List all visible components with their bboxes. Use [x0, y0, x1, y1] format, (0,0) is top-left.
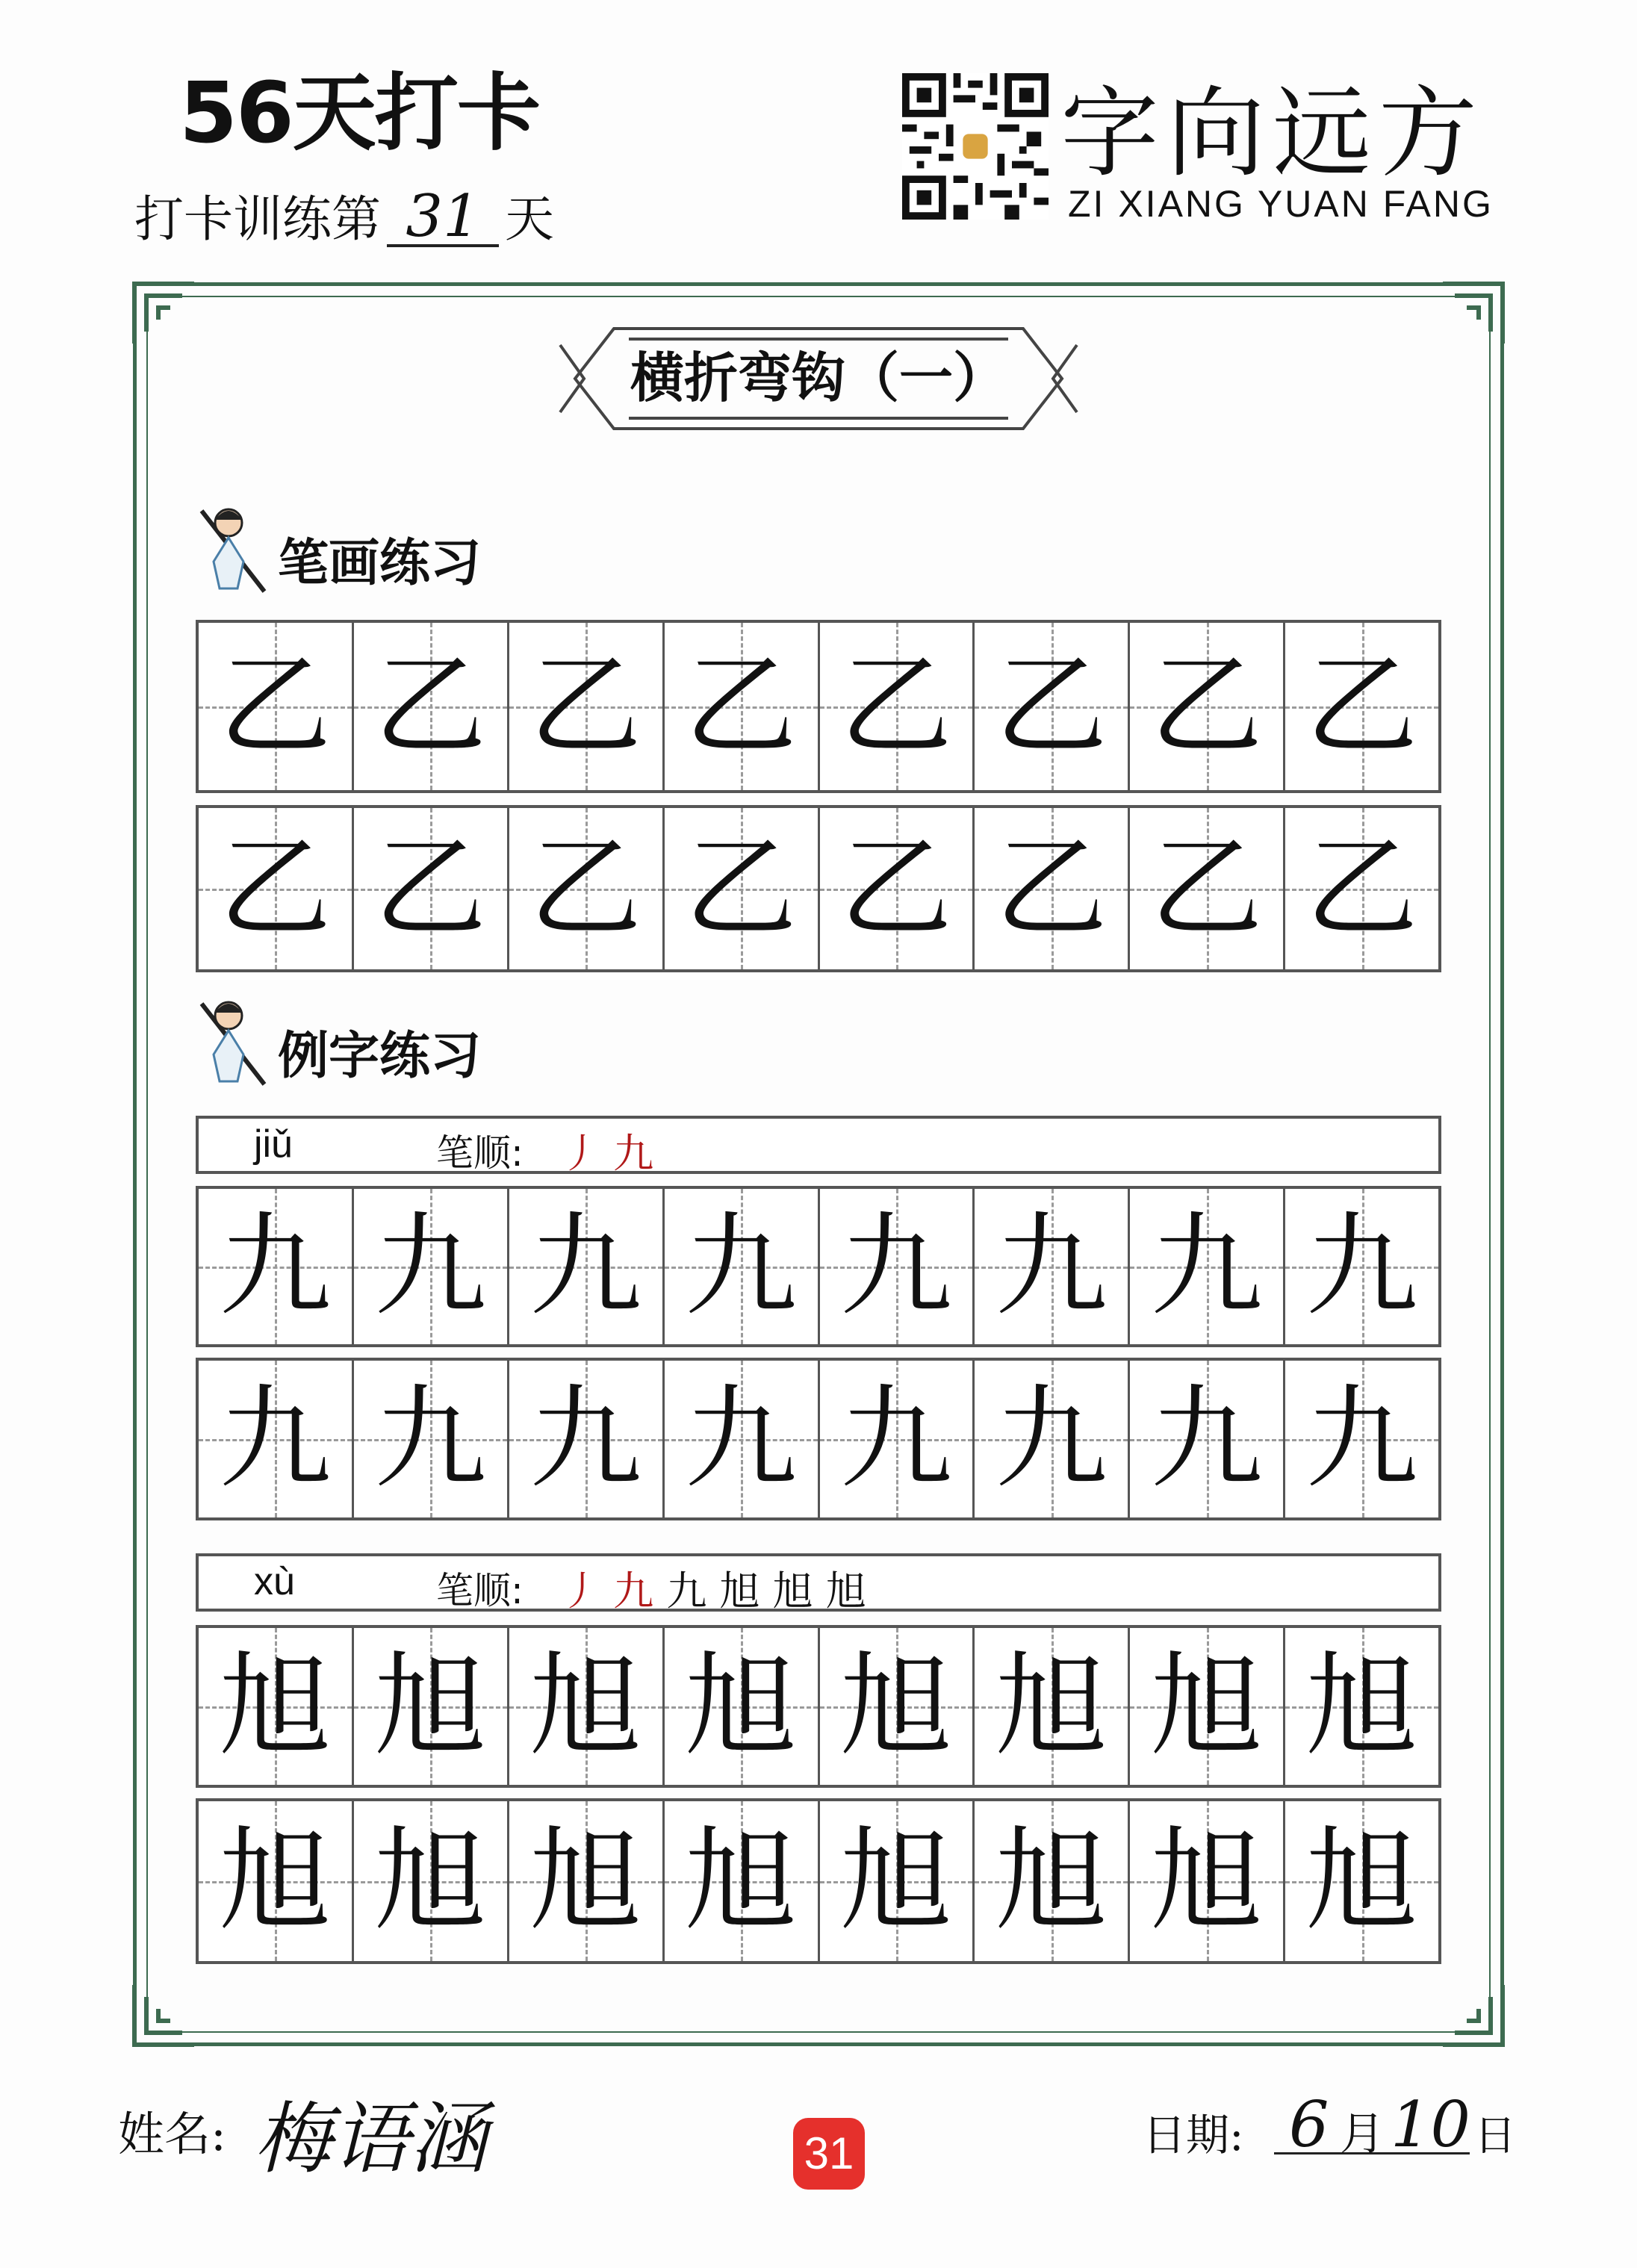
practice-cell[interactable]	[509, 1361, 665, 1517]
practice-cell[interactable]	[1285, 1801, 1438, 1961]
brand-logo-text: 字向远方	[1060, 76, 1485, 191]
practice-glyph: 九	[995, 1374, 1108, 1504]
practice-cell[interactable]	[199, 1628, 354, 1785]
char-info-bar	[196, 1553, 1441, 1615]
practice-glyph: 九	[1150, 1202, 1263, 1332]
corner-ornament-icon	[128, 278, 200, 349]
example-practice-row	[196, 1798, 1441, 1964]
practice-cell[interactable]	[975, 1361, 1130, 1517]
date-month-unit: 月	[1340, 2108, 1385, 2160]
practice-glyph: 旭	[995, 1641, 1108, 1771]
practice-glyph: 乙	[995, 824, 1108, 954]
practice-glyph: 九	[1150, 1374, 1263, 1504]
practice-glyph: 乙	[374, 641, 487, 771]
corner-ornament-icon	[1437, 1979, 1509, 2051]
stroke-practice-row	[196, 620, 1441, 793]
practice-glyph: 旭	[685, 1816, 798, 1946]
example-practice-row	[196, 1186, 1441, 1347]
practice-cell[interactable]	[820, 808, 975, 969]
practice-cell[interactable]	[1130, 623, 1285, 790]
date-month-value: 6	[1289, 2088, 1329, 2161]
practice-cell[interactable]	[199, 1361, 354, 1517]
practice-cell[interactable]	[1285, 1628, 1438, 1785]
practice-glyph: 乙	[995, 641, 1108, 771]
practice-cell[interactable]	[354, 808, 509, 969]
practice-cell[interactable]	[509, 808, 665, 969]
practice-cell[interactable]	[975, 1628, 1130, 1785]
practice-cell[interactable]	[820, 1189, 975, 1344]
practice-glyph: 乙	[1150, 641, 1263, 771]
day-suffix: 天	[505, 190, 554, 248]
qr-code-icon	[902, 73, 1049, 220]
page-title: 56天打卡	[179, 65, 539, 162]
date-day-value: 10	[1391, 2088, 1470, 2161]
practice-glyph: 乙	[374, 824, 487, 954]
practice-glyph: 乙	[1305, 641, 1418, 771]
practice-cell[interactable]	[199, 623, 354, 790]
day-prefix: 打卡训练第	[134, 190, 381, 248]
practice-cell[interactable]	[509, 1189, 665, 1344]
practice-cell[interactable]	[820, 1801, 975, 1961]
corner-ornament-icon	[1437, 278, 1509, 349]
practice-glyph: 九	[1305, 1374, 1418, 1504]
practice-cell[interactable]	[199, 1801, 354, 1961]
name-label: 姓名:	[118, 2107, 226, 2161]
practice-glyph: 乙	[529, 641, 642, 771]
practice-cell[interactable]	[665, 1361, 820, 1517]
practice-glyph: 乙	[219, 824, 332, 954]
practice-cell[interactable]	[1285, 1189, 1438, 1344]
page-number-badge: 31	[793, 2118, 865, 2190]
practice-glyph: 乙	[685, 824, 798, 954]
practice-glyph: 旭	[1305, 1641, 1418, 1771]
practice-cell[interactable]	[354, 1628, 509, 1785]
corner-ornament-icon	[128, 1979, 200, 2051]
practice-cell[interactable]	[1285, 623, 1438, 790]
stroke-practice-row	[196, 805, 1441, 972]
practice-cell[interactable]	[509, 623, 665, 790]
practice-glyph: 九	[219, 1374, 332, 1504]
stroke-section-title: 笔画练习	[278, 534, 482, 593]
practice-glyph: 九	[839, 1374, 952, 1504]
day-counter	[134, 179, 554, 250]
practice-cell[interactable]	[665, 623, 820, 790]
practice-cell[interactable]	[1130, 1801, 1285, 1961]
practice-glyph: 旭	[219, 1641, 332, 1771]
practice-cell[interactable]	[354, 1801, 509, 1961]
practice-cell[interactable]	[665, 808, 820, 969]
practice-glyph: 旭	[219, 1816, 332, 1946]
practice-cell[interactable]	[975, 1189, 1130, 1344]
practice-cell[interactable]	[354, 1189, 509, 1344]
practice-cell[interactable]	[820, 623, 975, 790]
practice-cell[interactable]	[354, 623, 509, 790]
practice-cell[interactable]	[1130, 808, 1285, 969]
stroke-order-label: 笔顺:	[436, 1569, 524, 1612]
practice-cell[interactable]	[354, 1361, 509, 1517]
practice-glyph: 旭	[374, 1816, 487, 1946]
scholar-mascot-icon	[193, 995, 275, 1092]
practice-cell[interactable]	[1130, 1361, 1285, 1517]
practice-glyph: 旭	[839, 1816, 952, 1946]
practice-glyph: 旭	[374, 1641, 487, 1771]
practice-glyph: 九	[529, 1374, 642, 1504]
practice-glyph: 乙	[1305, 824, 1418, 954]
practice-glyph: 旭	[1150, 1641, 1263, 1771]
practice-glyph: 九	[685, 1202, 798, 1332]
practice-glyph: 旭	[685, 1641, 798, 1771]
practice-glyph: 乙	[839, 824, 952, 954]
practice-cell[interactable]	[1285, 808, 1438, 969]
practice-cell[interactable]	[509, 1628, 665, 1785]
practice-glyph: 九	[374, 1374, 487, 1504]
practice-glyph: 乙	[685, 641, 798, 771]
practice-cell[interactable]	[665, 1628, 820, 1785]
brand-subtitle: ZI XIANG YUAN FANG	[1068, 183, 1494, 225]
practice-cell[interactable]	[1285, 1361, 1438, 1517]
date-label: 日期:	[1143, 2110, 1244, 2160]
name-field[interactable]: 梅语涵	[254, 2093, 488, 2184]
practice-cell[interactable]	[1130, 1189, 1285, 1344]
practice-glyph: 九	[685, 1374, 798, 1504]
stroke-order-sequence: 丿 九	[560, 1130, 654, 1177]
practice-cell[interactable]	[975, 1801, 1130, 1961]
pinyin-label: jiǔ	[254, 1122, 293, 1166]
stroke-order-sequence: 丿 九 九 旭 旭 旭	[560, 1568, 866, 1615]
practice-cell[interactable]	[199, 808, 354, 969]
practice-cell[interactable]	[665, 1189, 820, 1344]
practice-glyph: 乙	[529, 824, 642, 954]
practice-glyph: 旭	[839, 1641, 952, 1771]
practice-cell[interactable]	[199, 1189, 354, 1344]
practice-cell[interactable]	[820, 1361, 975, 1517]
practice-cell[interactable]	[509, 1801, 665, 1961]
practice-glyph: 旭	[995, 1816, 1108, 1946]
char-info-bar	[196, 1116, 1441, 1177]
example-practice-row	[196, 1625, 1441, 1788]
scholar-mascot-icon	[193, 502, 275, 599]
practice-glyph: 九	[1305, 1202, 1418, 1332]
practice-glyph: 九	[219, 1202, 332, 1332]
practice-glyph: 九	[839, 1202, 952, 1332]
practice-glyph: 旭	[529, 1641, 642, 1771]
practice-glyph: 九	[374, 1202, 487, 1332]
practice-cell[interactable]	[665, 1801, 820, 1961]
practice-cell[interactable]	[1130, 1628, 1285, 1785]
practice-glyph: 九	[995, 1202, 1108, 1332]
practice-glyph: 乙	[1150, 824, 1263, 954]
practice-glyph: 旭	[529, 1816, 642, 1946]
practice-cell[interactable]	[820, 1628, 975, 1785]
practice-cell[interactable]	[975, 623, 1130, 790]
day-number[interactable]: 31	[387, 189, 499, 247]
practice-cell[interactable]	[975, 808, 1130, 969]
date-field[interactable]	[1274, 2088, 1470, 2161]
date-day-unit: 日	[1474, 2112, 1516, 2160]
practice-glyph: 乙	[219, 641, 332, 771]
practice-glyph: 旭	[1305, 1816, 1418, 1946]
example-section-title: 例字练习	[278, 1027, 482, 1086]
practice-glyph: 乙	[839, 641, 952, 771]
practice-glyph: 旭	[1150, 1816, 1263, 1946]
stroke-order-label: 笔顺:	[436, 1131, 524, 1175]
example-practice-row	[196, 1358, 1441, 1520]
pinyin-label: xù	[254, 1560, 295, 1603]
practice-glyph: 九	[529, 1202, 642, 1332]
lesson-title: 横折弯钩（一）	[630, 347, 1007, 409]
